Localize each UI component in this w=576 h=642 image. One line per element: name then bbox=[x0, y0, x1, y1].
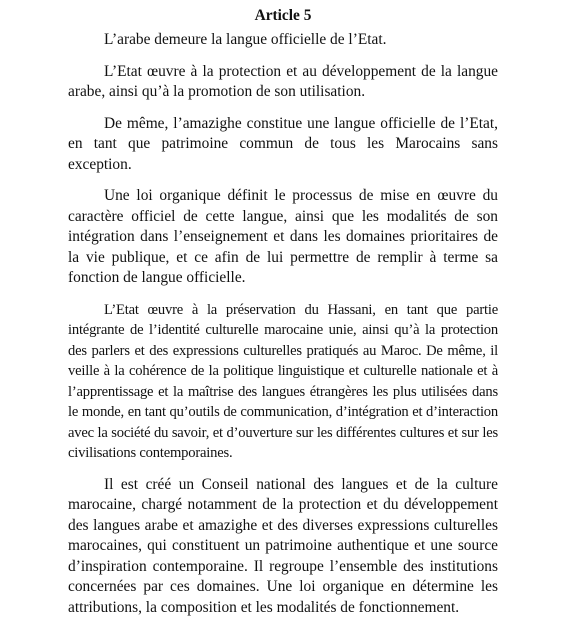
article-title: Article 5 bbox=[254, 7, 312, 24]
document-page bbox=[68, 0, 498, 629]
paragraph-national-council: Il est créé un Conseil national des langues et de la culture marocaine, chargé notamment de la protection et du développement des langues arabe et amazighe et des diverses expressions culturelles marocaines, qui constituent un patrimoine authentique et une source d’inspiration contemporaine. Il regroupe l’ensemble des institutions concernées par ces domaines. Une loi organique en détermine les attributions, la composition et les modalités de fonctionnement. bbox=[68, 475, 498, 616]
paragraph-official-language: L’arabe demeure la langue officielle de l’Etat. bbox=[104, 31, 387, 48]
paragraph-arabic-protection: L’Etat œuvre à la protection et au développement de la langue arabe, ainsi qu’à la promotion de son utilisation. bbox=[68, 62, 498, 100]
paragraph-amazigh-official: De même, l’amazighe constitue une langue officielle de l’Etat, en tant que patrimoine commun de tous les Marocains sans exception. bbox=[68, 114, 498, 173]
paragraph-hassani: L’Etat œuvre à la préservation du Hassani, en tant que partie intégrante de l’identité culturelle marocaine unie, ainsi qu’à la protection des parlers et des expressions culturelles pratiqués au Maroc. De même, il veille à la cohérence de la politique linguistique et culturelle nationale et à l’apprentissage et la maîtrise des langues étrangères les plus utilisées dans le monde, en tant qu’outils de communication, d’intégration et d’interaction avec la société du savoir, et d’ouverture sur les différentes cultures et sur les civilisations contemporaines. bbox=[68, 301, 498, 461]
paragraph-organic-law: Une loi organique définit le processus de mise en œuvre du caractère officiel de cette langue, ainsi que les modalités de son intégration dans l’enseignement et dans les domaines prioritaires de la vie publique, et ce afin de lui permettre de remplir à terme sa fonction de langue officielle. bbox=[68, 187, 498, 286]
